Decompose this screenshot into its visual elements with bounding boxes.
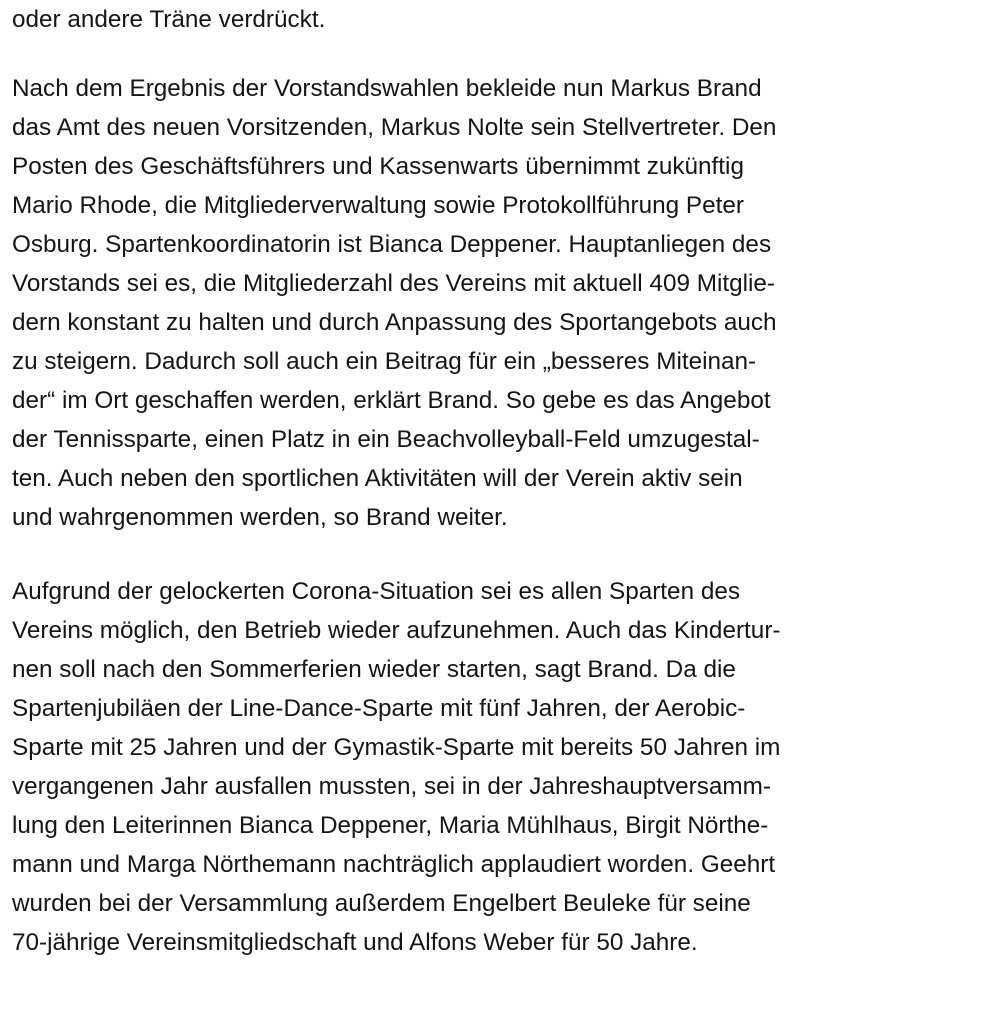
text-line: Vorstands sei es, die Mitgliederzahl des Vereins mit aktuell 409 Mitglie-: [12, 270, 776, 297]
text-line: Osburg. Spartenkoordinatorin ist Bianca Deppener. Hauptanliegen des: [12, 231, 772, 258]
text-line: vergangenen Jahr ausfallen mussten, sei in der Jahreshauptversamm-: [12, 773, 772, 800]
text-line: wurden bei der Versammlung außerdem Engelbert Beuleke für seine: [12, 890, 751, 917]
text-line: dern konstant zu halten und durch Anpassung des Sportangebots auch: [12, 309, 777, 336]
text-line: Posten des Geschäftsführers und Kassenwarts übernimmt zukünftig: [12, 153, 744, 180]
text-line: Sparte mit 25 Jahren und der Gymastik-Sparte mit bereits 50 Jahren im: [12, 734, 781, 761]
text-line: oder andere Träne verdrückt.: [12, 6, 326, 33]
text-line: Vereins möglich, den Betrieb wieder aufzunehmen. Auch das Kindertur-: [12, 617, 781, 644]
text-line: Nach dem Ergebnis der Vorstandswahlen bekleide nun Markus Brand: [12, 75, 762, 102]
text-line: ten. Auch neben den sportlichen Aktivitäten will der Verein aktiv sein: [12, 465, 743, 492]
text-line: lung den Leiterinnen Bianca Deppener, Maria Mühlhaus, Birgit Nörthe-: [12, 812, 769, 839]
text-line: 70-jährige Vereinsmitgliedschaft und Alfons Weber für 50 Jahre.: [12, 929, 698, 956]
text-line: der Tennissparte, einen Platz in ein Beachvolleyball-Feld umzugestal-: [12, 426, 760, 453]
text-line: zu steigern. Dadurch soll auch ein Beitrag für ein „besseres Miteinan-: [12, 348, 757, 375]
text-line: der“ im Ort geschaffen werden, erklärt Brand. So gebe es das Angebot: [12, 387, 771, 414]
text-line: und wahrgenommen werden, so Brand weiter.: [12, 504, 508, 531]
text-line: Mario Rhode, die Mitgliederverwaltung sowie Protokollführung Peter: [12, 192, 744, 219]
text-line: mann und Marga Nörthemann nachträglich applaudiert worden. Geehrt: [12, 851, 776, 878]
text-line: Aufgrund der gelockerten Corona-Situation sei es allen Sparten des: [12, 578, 741, 605]
text-line: Spartenjubiläen der Line-Dance-Sparte mit fünf Jahren, der Aerobic-: [12, 695, 746, 722]
text-line: nen soll nach den Sommerferien wieder starten, sagt Brand. Da die: [12, 656, 736, 683]
text-line: das Amt des neuen Vorsitzenden, Markus Nolte sein Stellvertreter. Den: [12, 114, 777, 141]
